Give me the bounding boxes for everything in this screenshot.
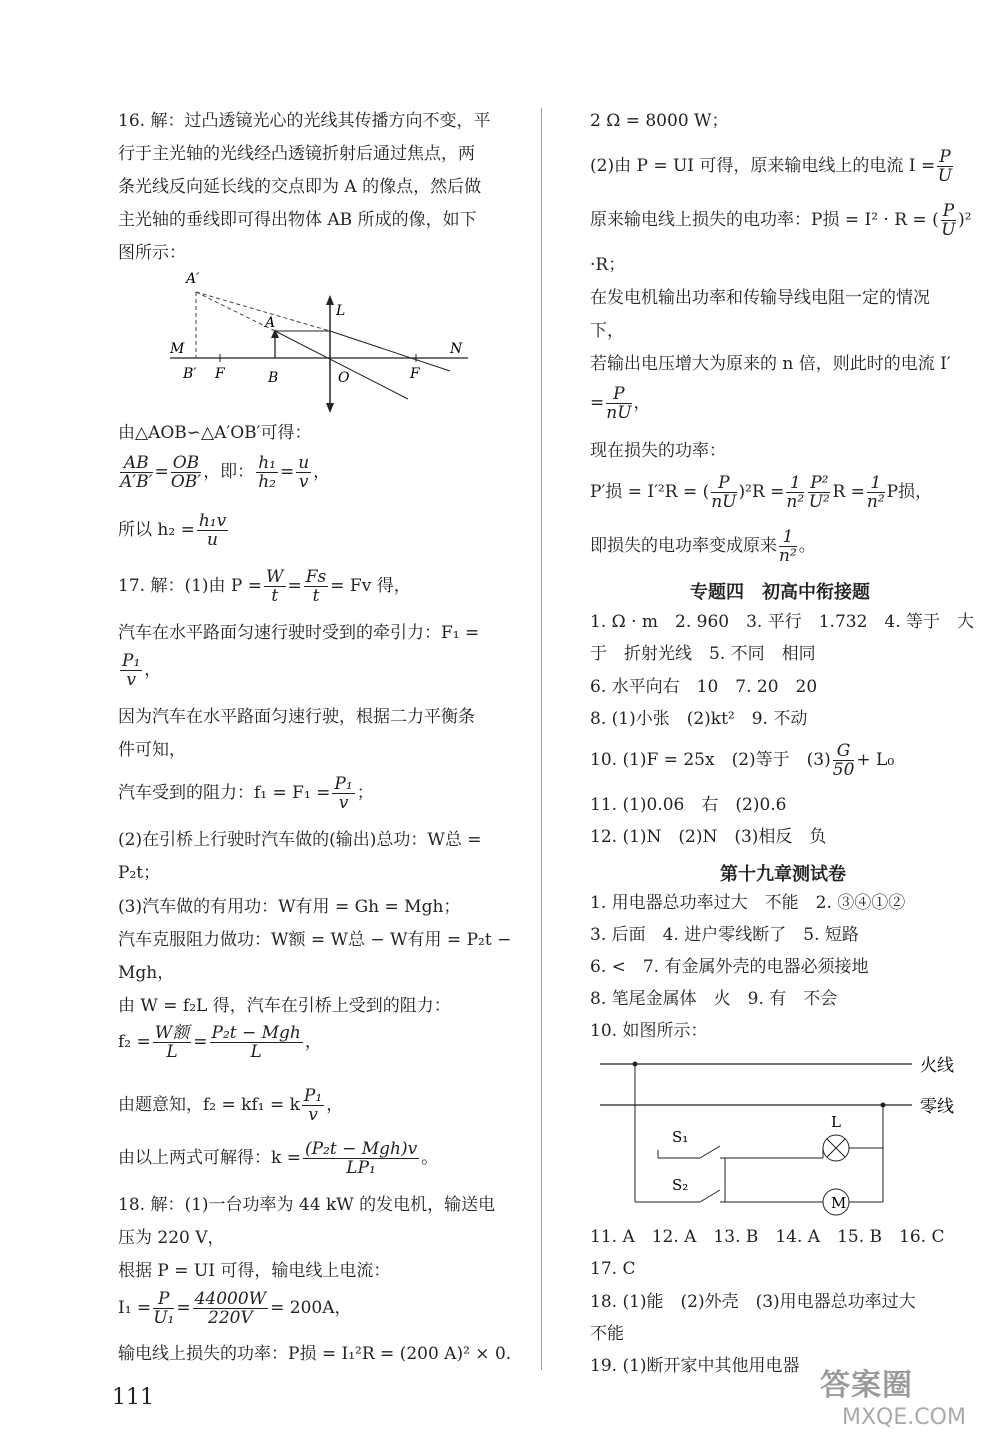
column-divider: [541, 108, 542, 1370]
q17-line-5: P₂t；: [118, 863, 161, 883]
label-b: B: [268, 370, 279, 386]
q17-f2: f₂ = $\frac{\text{W额}}{L}$ = $\frac{\text{P₂t − Mgh}}{L}$ ，: [118, 1023, 322, 1062]
q17-intro: 17. 解：(1)由 P = $\frac{W}{t}$ = $\frac{Fs}{t}$ = Fv 得，: [118, 567, 411, 606]
watermark-logo: 答案圈: [820, 1368, 913, 1403]
q18-line-4: 输电线上损失的功率：P损 = I₁²R = (200 A)² × 0.: [118, 1344, 512, 1364]
q16-ratio-eq: $\frac{AB}{A'B'}$ = $\frac{OB}{OB'}$ ，即： $\frac{\text{h₁}}{\text{h₂}}$ = $\frac{u}{v}$ ，: [120, 453, 331, 492]
label-a-prime: A′: [186, 271, 200, 287]
ch19-line-4: 8. 笔尾金属体 火 9. 有 不会: [590, 989, 838, 1009]
topic4-title: 专题四 初高中衔接题: [690, 582, 870, 603]
q17-line-1: 汽车在水平路面匀速行驶时受到的牵引力：F₁ =: [118, 623, 480, 643]
watermark-url: MXQE.COM: [842, 1405, 966, 1430]
r-i-prime: = $\frac{P}{nU}$ ，: [590, 384, 651, 423]
ch19-line-9: 不能: [590, 1324, 624, 1344]
ch19-line-7: 17. C: [590, 1259, 636, 1279]
r-line-3: 在发电机输出功率和传输导线电阻一定的情况: [590, 288, 930, 308]
q18-current: I₁ = $\frac{P}{\text{U₁}}$ = $\frac{44000W}{220V}$ = 200A，: [118, 1289, 352, 1328]
ch19-line-6: 11. A 12. A 13. B 14. A 15. B 16. C: [590, 1227, 945, 1247]
topic4-line-4: 8. (1)小张 (2)kt² 9. 不动: [590, 709, 808, 729]
motor-label: M: [831, 1194, 847, 1212]
dashed-extension-1: [196, 292, 275, 331]
dashed-extension-2: [196, 292, 330, 331]
q16-line-5: 图所示：: [118, 243, 186, 263]
lamp-label: L: [831, 1113, 841, 1131]
center-ray: [275, 331, 408, 399]
q17-line-4: (2)在引桥上行驶时汽车做的(输出)总功：W总 =: [118, 830, 482, 850]
r-ratio: 即损失的电功率变成原来 $\frac{1}{\text{n²}}$ 。: [590, 527, 816, 566]
label-n: N: [450, 341, 463, 357]
lens-arrow-top: [326, 295, 334, 305]
s1-blade: [700, 1146, 720, 1158]
ch19-title: 第十九章测试卷: [720, 864, 846, 885]
topic4-line-6: 12. (1)N (2)N (3)相反 负: [590, 827, 827, 847]
q17-line-2: 因为汽车在水平路面匀速行驶，根据二力平衡条: [118, 707, 475, 727]
label-f-right: F: [410, 366, 420, 382]
topic4-line-5: 11. (1)0.06 右 (2)0.6: [590, 795, 787, 815]
q17-line-7: 汽车克服阻力做功：W额 = W总 − W有用 = P₂t −: [118, 930, 512, 950]
label-b-prime: B′: [183, 366, 197, 382]
s1-label: S₁: [672, 1128, 689, 1146]
q16-line-2: 行于主光轴的光线经凸透镜折射后通过焦点，两: [118, 144, 475, 164]
lens-arrow-bottom: [326, 403, 334, 413]
q17-k1: 由题意知，f₂ = kf₁ = k $\frac{\text{P₁}}{v}$ ，: [118, 1086, 344, 1125]
topic4-line-1: 1. Ω · m 2. 960 3. 平行 1.732 4. 等于 大: [590, 612, 975, 632]
page-number: 111: [112, 1385, 154, 1410]
lens-diagram: [158, 265, 478, 415]
q18-line-3: 根据 P = UI 可得，输电线上电流：: [118, 1261, 391, 1281]
q17-resistance: 汽车受到的阻力：f₁ = F₁ = $\frac{\text{P₁}}{v}$ ；: [118, 774, 374, 813]
q17-line-8: Mgh，: [118, 963, 175, 983]
s2-blade: [700, 1190, 720, 1202]
circuit-diagram: [600, 1050, 980, 1220]
r-line-6: 现在损失的功率：: [590, 441, 726, 461]
q18-line-1: 18. 解：(1)一台功率为 44 kW 的发电机，输送电: [118, 1195, 496, 1215]
label-f-left: F: [215, 366, 225, 382]
topic4-line-2: 于 折射光线 5. 不同 相同: [590, 644, 816, 664]
live-label: 火线: [920, 1056, 954, 1076]
q17-line-9: 由 W = f₂L 得，汽车在引桥上受到的阻力：: [118, 996, 451, 1016]
neutral-label: 零线: [920, 1097, 954, 1117]
r-line-2: ·R；: [590, 255, 626, 275]
q17-line-6: (3)汽车做的有用功：W有用 = Gh = Mgh；: [118, 897, 461, 917]
q16-triangle: 由△AOB∽△A′OB′可得：: [118, 423, 312, 443]
ch19-line-10: 19. (1)断开家中其他用电器: [590, 1356, 800, 1376]
topic4-q10: 10. (1)F = 25x (2)等于 (3) $\frac{G}{50}$ + L₀: [590, 741, 895, 780]
q16-line-4: 主光轴的垂线即可得出物体 AB 所成的像，如下: [118, 210, 477, 230]
q16-line-1: 16. 解：过凸透镜光心的光线其传播方向不变，平: [118, 111, 491, 131]
q17-frac-p1v: $\frac{\text{P₁}}{v}$ ，: [122, 651, 162, 690]
label-l: L: [336, 303, 346, 319]
refracted-ray: [330, 331, 450, 371]
topic4-line-3: 6. 水平向右 10 7. 20 20: [590, 677, 818, 697]
ch19-line-5: 10. 如图所示：: [590, 1021, 708, 1041]
r-new-loss: P′损 = I′²R = ( $\frac{P}{nU}$ )²R = $\frac{1}{\text{n²}}$ $\frac{\text{P²}}{\text{U²}}$ R = $\frac{1}{\text{n²}}$ P损，: [590, 473, 933, 512]
label-m: M: [170, 341, 185, 357]
label-o: O: [338, 370, 350, 386]
r-line-4: 下，: [590, 321, 624, 341]
ch19-line-3: 6. < 7. 有金属外壳的电器必须接地: [590, 957, 869, 977]
r-loss: 原来输电线上损失的电功率：P损 = I² · R = ( $\frac{P}{U}$ )²: [590, 201, 972, 240]
q18-line-2: 压为 220 V，: [118, 1228, 225, 1248]
q17-k2: 由以上两式可解得：k = $\frac{\text{(P₂t − Mgh)v}}{\text{LP₁}}$ 。: [118, 1139, 439, 1178]
r-current: (2)由 P = UI 可得，原来输电线上的电流 I = $\frac{P}{U}$: [590, 147, 953, 186]
q16-line-3: 条光线反向延长线的交点即为 A 的像点，然后做: [118, 177, 482, 197]
q17-line-3: 件可知，: [118, 740, 186, 760]
ch19-line-1: 1. 用电器总功率过大 不能 2. ③④①②: [590, 893, 906, 913]
q16-result: 所以 h₂ = $\frac{\text{h₁v}}{u}$: [118, 511, 227, 550]
r-line-5: 若输出电压增大为原来的 n 倍，则此时的电流 I′: [590, 354, 951, 374]
ch19-line-8: 18. (1)能 (2)外壳 (3)用电器总功率过大: [590, 1292, 916, 1312]
label-a: A: [265, 315, 276, 331]
ch19-line-2: 3. 后面 4. 进户零线断了 5. 短路: [590, 925, 859, 945]
r-line-1: 2 Ω = 8000 W；: [590, 111, 729, 131]
s2-label: S₂: [672, 1176, 689, 1194]
